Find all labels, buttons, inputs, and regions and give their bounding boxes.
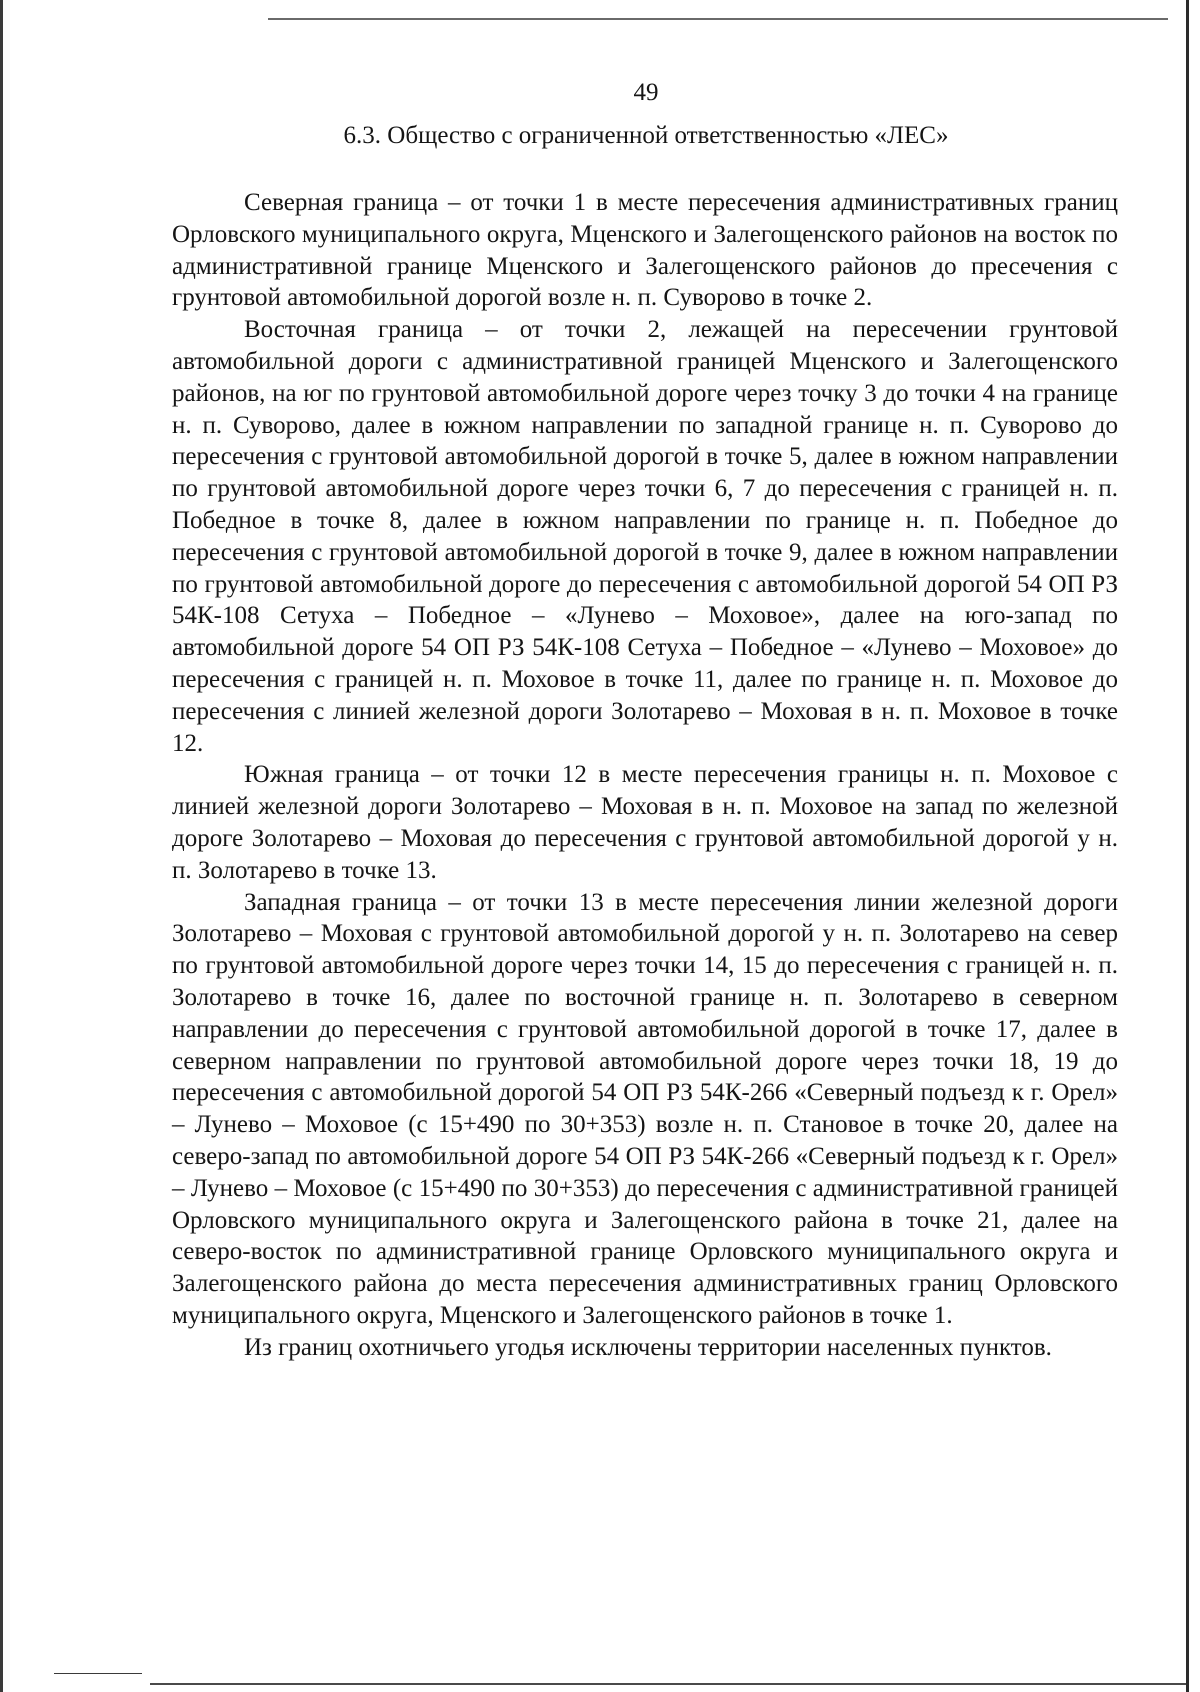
paragraph-east-boundary: Восточная граница – от точки 2, лежащей на пересечении грунтовой автомобильной дороги с административной границей Мценского и Залегощенского районов, на юг по грунтовой автомобильной дороге через точку 3 до точки 4 на границе н. п. Суворово, далее в южном направлении по западной границе н. п. Суворово до пересечения с грунтовой автомобильной дорогой в точке 5, далее в южном направлении по грунтовой автомобильной дороге через точки 6, 7 до пересечения с границей н. п. Победное в точке 8, далее в южном направлении по границе н. п. Победное до пересечения с грунтовой автомобильной дорогой в точке 9, далее в южном направлении по грунтовой автомобильной дороге до пересечения с автомобильной дорогой 54 ОП РЗ 54К-108 Сетуха – Победное – «Лунево – Моховое», далее на юго-запад по автомобильной дороге 54 ОП РЗ 54К-108 Сетуха – Победное – «Лунево – Моховое» до пересечения с границей н. п. Моховое в точке 11, далее по границе н. п. Моховое до пересечения с линией железной дороги Золотарево – Моховая в н. п. Моховое в точке 12. [172,316,1118,757]
paragraph-north-boundary: Северная граница – от точки 1 в месте пересечения административных границ Орловского муниципального округа, Мценского и Залегощенского районов на восток по административной границе Мценского и Залегощенского районов до пресечения с грунтовой автомобильной дорогой возле н. п. Суворово в точке 2. [172,189,1118,312]
scan-left-edge [0,0,3,1692]
paragraph-south-boundary: Южная граница – от точки 12 в месте пересечения границы н. п. Моховое с линией железной дороги Золотарево – Моховая в н. п. Моховое на запад по железной дороге Золотарево – Моховая до пересечения с грунтовой автомобильной дорогой у н. п. Золотарево в точке 13. [172,761,1118,884]
document-body [172,187,1118,1363]
section-title: 6.3. Общество с ограниченной ответственностью «ЛЕС» [343,122,949,149]
page-number: 49 [633,79,659,106]
scan-bottom-mark [54,1673,142,1674]
paragraph-exclusions: Из границ охотничьего угодья исключены территории населенных пунктов. [244,1333,1052,1361]
paragraph-west-boundary: Западная граница – от точки 13 в месте пересечения линии железной дороги Золотарево – Моховая с грунтовой автомобильной дорогой у н. п. Золотарево на север по грунтовой автомобильной дороге через точки 14, 15 до пересечения с границей н. п. Золотарево в точке 16, далее по восточной границе н. п. Золотарево в северном направлении до пересечения с грунтовой автомобильной дорогой в точке 17, далее в северном направлении по грунтовой автомобильной дороге через точки 18, 19 до пересечения с автомобильной дорогой 54 ОП РЗ 54К-266 «Северный подъезд к г. Орел» – Лунево – Моховое (с 15+490 по 30+353) возле н. п. Становое в точке 20, далее на северо-запад по автомобильной дороге 54 ОП РЗ 54К-266 «Северный подъезд к г. Орел» – Лунево – Моховое (с 15+490 по 30+353) до пересечения с административной границей Орловского муниципального округа и Залегощенского района в точке 21, далее на северо-восток по административной границе Орловского муниципального округа и Залегощенского района до места пересечения административных границ Орловского муниципального округа, Мценского и Залегощенского районов в точке 1. [172,888,1118,1329]
scan-bottom-line [150,1683,1186,1685]
scan-right-edge [1186,0,1189,1692]
scan-top-line [268,18,1168,20]
